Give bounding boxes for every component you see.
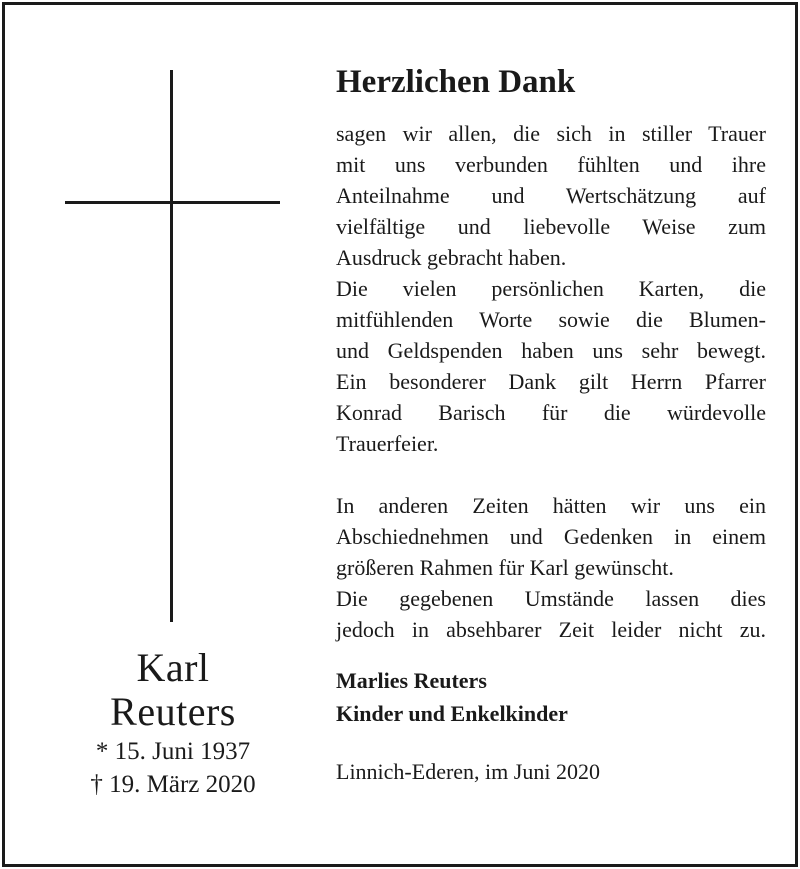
text-line: Die gegebenen Umstände lassen dies [336,586,766,611]
paragraph-thanks [336,118,766,273]
text-line: Ein besonderer Dank gilt Herrn Pfarrer [336,369,766,394]
text-line: größeren Rahmen für Karl gewünscht. [336,555,674,580]
paragraph-cards-and-flowers [336,273,766,459]
deceased-last-name: Reuters [110,689,236,734]
text-line: Konrad Barisch für die würdevolle [336,400,766,425]
signature-line-widow: Marlies Reuters [336,668,487,693]
text-line: In anderen Zeiten hätten wir uns ein [336,493,766,518]
text-line: Anteilnahme und Wertschätzung auf [336,183,766,208]
text-line: Abschiednehmen und Gedenken in einem [336,524,766,549]
headline: Herzlichen Dank [336,64,576,100]
text-line: Ausdruck gebracht haben. [336,245,567,270]
place-and-date: Linnich-Ederen, im Juni 2020 [336,759,600,784]
text-line: mitfühlenden Worte sowie die Blumen- [336,307,766,332]
thank-you-text [336,62,766,787]
signature-line-family: Kinder und Enkelkinder [336,701,568,726]
paragraph-spacer [336,459,766,490]
cross-symbol-horizontal-bar [65,201,280,204]
text-line: und Geldspenden haben uns sehr bewegt. [336,338,766,363]
text-line: jedoch in absehbarer Zeit leider nicht zu. [336,617,766,642]
birth-date: * 15. Juni 1937 [95,738,251,765]
cross-symbol-vertical-bar [170,70,173,622]
deceased-info [62,646,284,800]
text-line: mit uns verbunden fühlten und ihre [336,152,766,177]
text-line: Die vielen persönlichen Karten, die [336,276,766,301]
text-line: Trauerfeier. [336,431,439,456]
text-line: vielfältige und liebevolle Weise zum [336,214,766,239]
death-date: † 19. März 2020 [90,771,256,798]
paragraph-circumstances [336,490,766,645]
text-line: sagen wir allen, die sich in stiller Trauer [336,121,766,146]
deceased-first-name: Karl [136,645,210,690]
signature [336,664,766,730]
